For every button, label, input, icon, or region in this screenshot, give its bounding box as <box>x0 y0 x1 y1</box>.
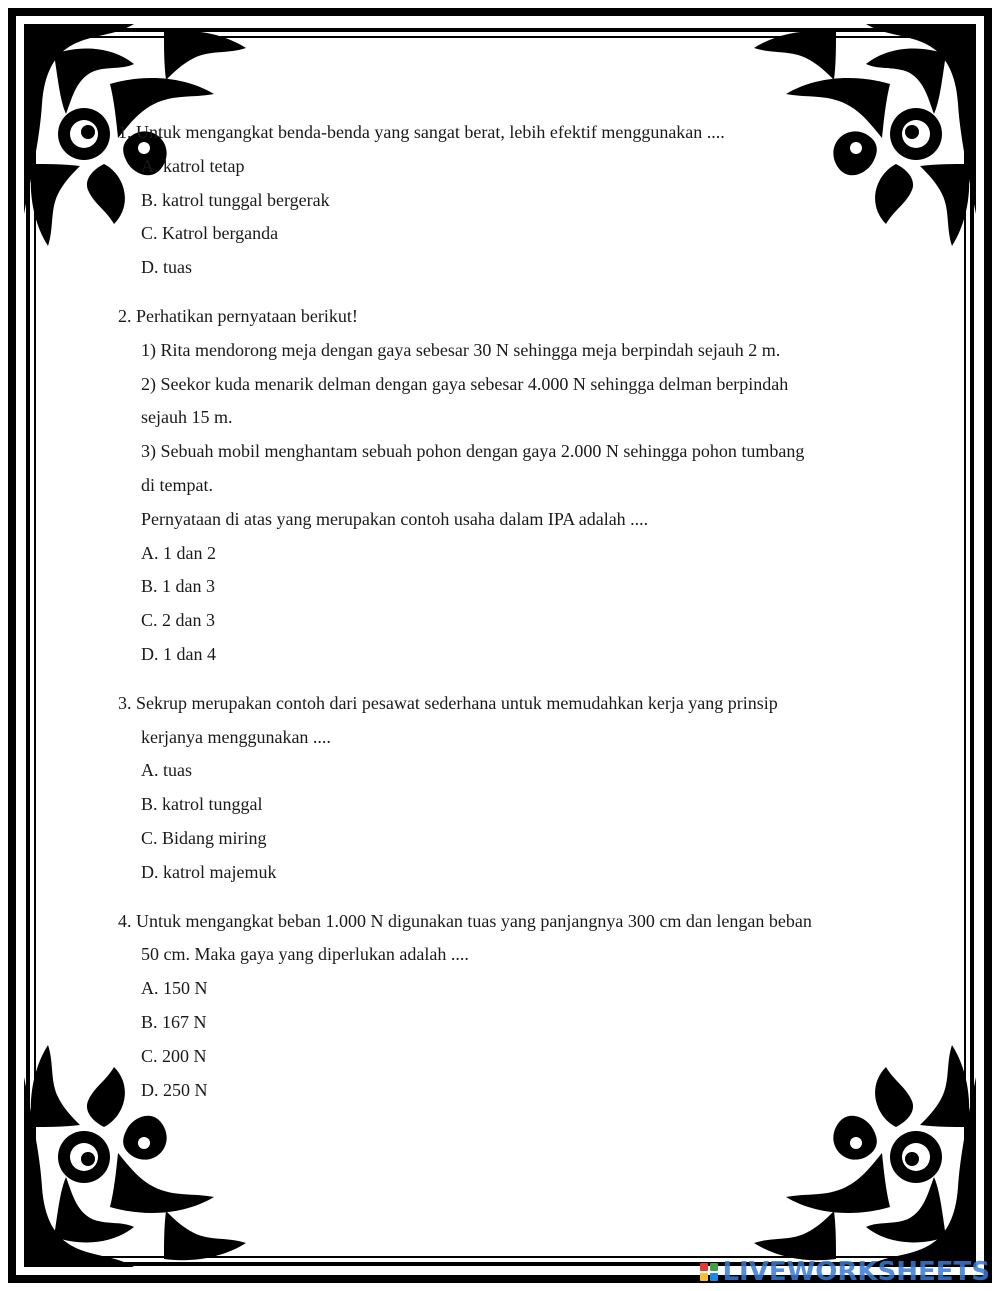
question-4 <box>118 905 888 1108</box>
question-text-continued: kerjanya menggunakan .... <box>141 726 331 747</box>
logo-square-red <box>700 1263 708 1271</box>
question-text: 4. Untuk mengangkat beban 1.000 N digunakan tuas yang panjangnya 300 cm dan lengan beban <box>118 910 812 931</box>
option-a[interactable]: A. 1 dan 2 <box>141 542 216 563</box>
question-text: 2. Perhatikan pernyataan berikut! <box>118 305 358 326</box>
option-d[interactable]: D. tuas <box>141 257 192 278</box>
statement: 3) Sebuah mobil menghantam sebuah pohon dengan gaya 2.000 N sehingga pohon tumbang <box>141 441 805 462</box>
worksheet-content <box>118 116 888 1122</box>
option-d[interactable]: D. 1 dan 4 <box>141 643 216 664</box>
logo-square-yellow <box>700 1273 708 1281</box>
question-text: 3. Sekrup merupakan contoh dari pesawat sederhana untuk memudahkan kerja yang prinsip <box>118 692 778 713</box>
option-b[interactable]: B. 1 dan 3 <box>141 576 215 597</box>
option-d[interactable]: D. katrol majemuk <box>141 861 277 882</box>
option-c[interactable]: C. Katrol berganda <box>141 223 279 244</box>
question-text: 1. Untuk mengangkat benda-benda yang sangat berat, lebih efektif menggunakan .... <box>118 122 725 142</box>
logo-square-green <box>710 1263 718 1271</box>
logo-square-blue <box>710 1273 718 1281</box>
liveworksheets-watermark <box>700 1259 990 1285</box>
option-a[interactable]: A. tuas <box>141 760 192 781</box>
option-c[interactable]: C. 2 dan 3 <box>141 610 215 631</box>
option-b[interactable]: B. katrol tunggal bergerak <box>141 189 330 210</box>
watermark-text: LIVEWORKSHEETS <box>722 1257 990 1287</box>
statement: 1) Rita mendorong meja dengan gaya sebesar 30 N sehingga meja berpindah sejauh 2 m. <box>141 339 781 360</box>
option-c[interactable]: C. Bidang miring <box>141 827 267 848</box>
question-1 <box>118 116 888 285</box>
option-c[interactable]: C. 200 N <box>141 1045 207 1066</box>
question-2 <box>118 300 888 672</box>
statement: 2) Seekor kuda menarik delman dengan gaya sebesar 4.000 N sehingga delman berpindah <box>141 373 789 394</box>
question-text-continued: 50 cm. Maka gaya yang diperlukan adalah .... <box>141 944 469 965</box>
liveworksheets-logo-icon <box>700 1263 718 1281</box>
option-a[interactable]: A. 150 N <box>141 978 208 999</box>
option-a[interactable]: A. katrol tetap <box>141 155 245 176</box>
statement: sejauh 15 m. <box>141 407 233 428</box>
option-b[interactable]: B. katrol tunggal <box>141 794 263 815</box>
option-b[interactable]: B. 167 N <box>141 1011 207 1032</box>
question-3 <box>118 687 888 890</box>
question-prompt: Pernyataan di atas yang merupakan contoh usaha dalam IPA adalah .... <box>141 508 649 529</box>
option-d[interactable]: D. 250 N <box>141 1079 208 1100</box>
statement: di tempat. <box>141 474 213 495</box>
